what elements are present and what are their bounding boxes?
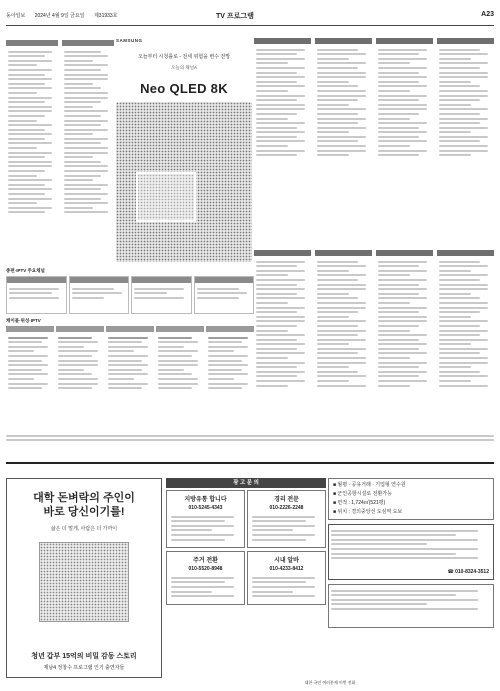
pay-table [6,326,254,424]
classified-heading: 지방유통 합니다 [184,497,227,503]
property-bullet: ■ 군인공항시설로 전환가능 [333,491,392,497]
classified-phone: 010-5245-4343 [188,505,223,511]
book-footer [7,651,161,671]
property-ad [328,478,494,520]
grid-column [376,250,433,391]
book-subline: 삶은 더 멀게, 사람은 더 가까이 [50,526,118,532]
grid-column [437,38,494,161]
channel-column-1 [6,40,58,218]
classified-box [247,490,326,548]
tv-frame-icon [136,172,196,222]
classifieds [166,478,326,678]
classified-phone: 010-4233-8412 [269,566,304,573]
issue-number: 제31933호 [93,13,118,19]
masthead-meta [6,12,126,19]
book-ad [6,478,162,678]
channel-grid-bottom [254,250,494,391]
grid-column [315,250,372,391]
issue-date: 2024년 4월 9일 금요일 [34,13,85,19]
ad-source: 오늘의 채널A [171,65,197,70]
property-bullet: ■ 면적 : 1,724㎡(521평) [333,500,386,506]
footnote [6,432,494,442]
masthead [6,10,494,24]
book-headline-1: 대학 돈벼락의 주인이 [33,492,135,504]
ad-phone: ☎ 010-8324-3512 [447,569,489,575]
section-title: TV 프로그램 [216,13,254,20]
channel-column-2 [62,40,114,218]
bottom-banner: 대한 국민 여러분께 이번 전화 [304,680,356,685]
channel-grid-top [254,38,494,161]
right-ads [328,478,494,678]
classified-box [247,551,326,605]
grid-column [376,38,433,161]
classified-heading: 시내 알바 [274,558,299,565]
ad-headline: 오늘부터 시청률로 - 전세 위험을 변수 전망 [137,54,231,60]
book-footer-title: 청년 갑부 15억의 비밀 감동 스토리 [31,653,137,660]
classified-title: 광 고 문 의 [166,478,326,488]
product-name: Neo QLED 8K [140,81,228,96]
classified-phone: 010-5520-8948 [188,566,223,573]
page-number: A23 [481,11,494,18]
book-cover-image [39,542,129,622]
paper-name: 동아일보 [6,13,26,19]
property-bullet: ■ 월평 · 공유거래 · 기업형 연수원 [333,482,406,488]
ad-brand: SAMSUNG [116,38,143,43]
book-footer-sub: 제남4 정창수 프로그램 인기 출연자들 [43,665,125,671]
ad-photo [116,102,252,262]
classified-box [166,490,245,548]
samsung-ad [116,38,252,278]
classified-box [166,551,245,605]
masthead-rule [6,25,494,26]
classified-heading: 경리 전문 [274,497,299,503]
property-bullet: ■ 위치 : 경의중앙선 도심역 도보 [333,509,403,515]
grid-column [254,38,311,161]
section-title-ott: 종편·IPTV 주요채널 [6,268,45,273]
grid-column [315,38,372,161]
classified-heading: 주거 전환 [193,558,218,565]
grid-column [437,250,494,391]
ad-box [328,524,494,580]
ad-section-rule [6,462,494,464]
section-title-pay: 케이블·위성·IPTV [6,318,41,323]
classified-phone: 010-2226-2248 [269,505,304,511]
book-headline-2: 바로 당신이기를! [43,506,125,518]
ott-table [6,276,254,314]
grid-column [254,250,311,391]
ad-box [328,584,494,628]
